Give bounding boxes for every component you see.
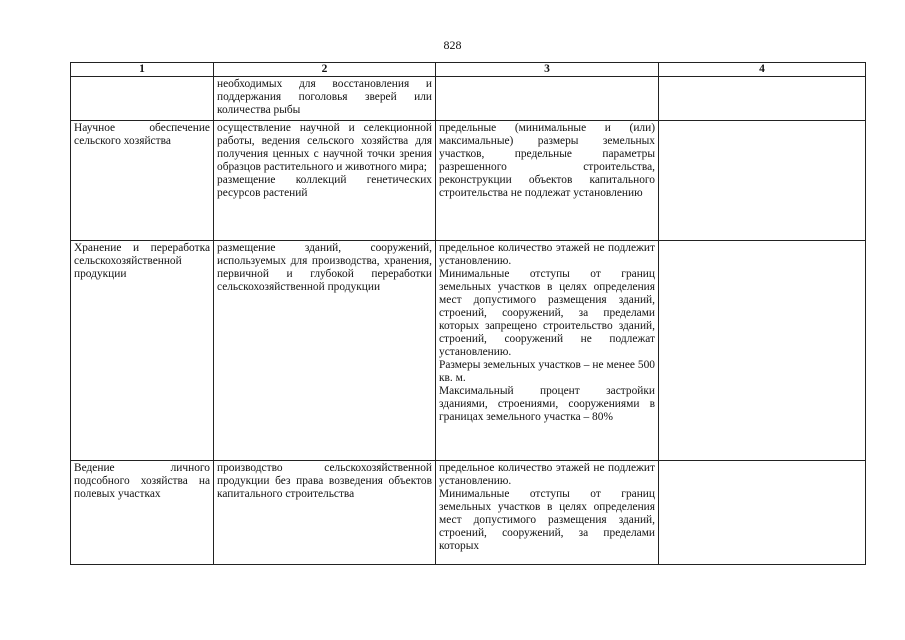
- cell-paragraph: производство сельскохозяйственной продукции без права возведения объектов капитального строительства: [217, 462, 432, 500]
- activity-type-cell: [71, 461, 214, 565]
- description-cell: [214, 461, 436, 565]
- cell-paragraph: Минимальные отступы от границ земельных участков в целях определения мест допустимого размещения зданий, строений, сооружений, за пределами которых: [439, 488, 655, 552]
- cell-paragraph: Размеры земельных участков – не менее 500 кв. м.: [439, 359, 655, 384]
- column-number: 1: [71, 63, 214, 77]
- table-body: [71, 77, 866, 565]
- parameters-cell: [436, 241, 659, 461]
- cell-paragraph: Максимальный процент застройки зданиями, строениями, сооружениями в границах земельного участка – 80%: [439, 385, 655, 423]
- cell-paragraph: предельное количество этажей не подлежит установлению.: [439, 242, 655, 267]
- table-row: [71, 77, 866, 121]
- notes-cell: [659, 241, 866, 461]
- cell-paragraph: предельные (минимальные и (или) максимальные) размеры земельных участков, предельные параметры разрешенного строительства, реконструкции объектов капитального строительства не подлежат установлению: [439, 122, 655, 199]
- cell-paragraph: Научное обеспечение сельского хозяйства: [74, 122, 210, 147]
- column-number-row: [71, 63, 866, 77]
- description-cell: [214, 77, 436, 121]
- cell-paragraph: размещение коллекций генетических ресурсов растений: [217, 174, 432, 199]
- notes-cell: [659, 461, 866, 565]
- cell-paragraph: предельное количество этажей не подлежит установлению.: [439, 462, 655, 487]
- cell-paragraph: Ведение личного подсобного хозяйства на полевых участках: [74, 462, 210, 500]
- cell-paragraph: осуществление научной и селекционной работы, ведения сельского хозяйства для получения ценных с научной точки зрения образцов растительного и животного мира;: [217, 122, 432, 173]
- table-row: [71, 241, 866, 461]
- table-row: [71, 461, 866, 565]
- column-number: 4: [659, 63, 866, 77]
- cell-paragraph: необходимых для восстановления и поддержания поголовья зверей или количества рыбы: [217, 78, 432, 116]
- description-cell: [214, 241, 436, 461]
- description-cell: [214, 121, 436, 241]
- zoning-table: [70, 62, 866, 565]
- activity-type-cell: [71, 121, 214, 241]
- column-number: 2: [214, 63, 436, 77]
- activity-type-cell: [71, 241, 214, 461]
- notes-cell: [659, 121, 866, 241]
- activity-type-cell: [71, 77, 214, 121]
- parameters-cell: [436, 121, 659, 241]
- cell-paragraph: Минимальные отступы от границ земельных участков в целях определения мест допустимого размещения зданий, строений, сооружений, за пределами которых запрещено строительство зданий, строений, сооружений не подлежат установлению.: [439, 268, 655, 358]
- page-number: 828: [443, 38, 462, 52]
- parameters-cell: [436, 77, 659, 121]
- cell-paragraph: размещение зданий, сооружений, используемых для производства, хранения, первичной и глубокой переработки сельскохозяйственной продукции: [217, 242, 432, 293]
- cell-paragraph: Хранение и переработка сельскохозяйственной продукции: [74, 242, 210, 280]
- notes-cell: [659, 77, 866, 121]
- parameters-cell: [436, 461, 659, 565]
- table-row: [71, 121, 866, 241]
- column-number: 3: [436, 63, 659, 77]
